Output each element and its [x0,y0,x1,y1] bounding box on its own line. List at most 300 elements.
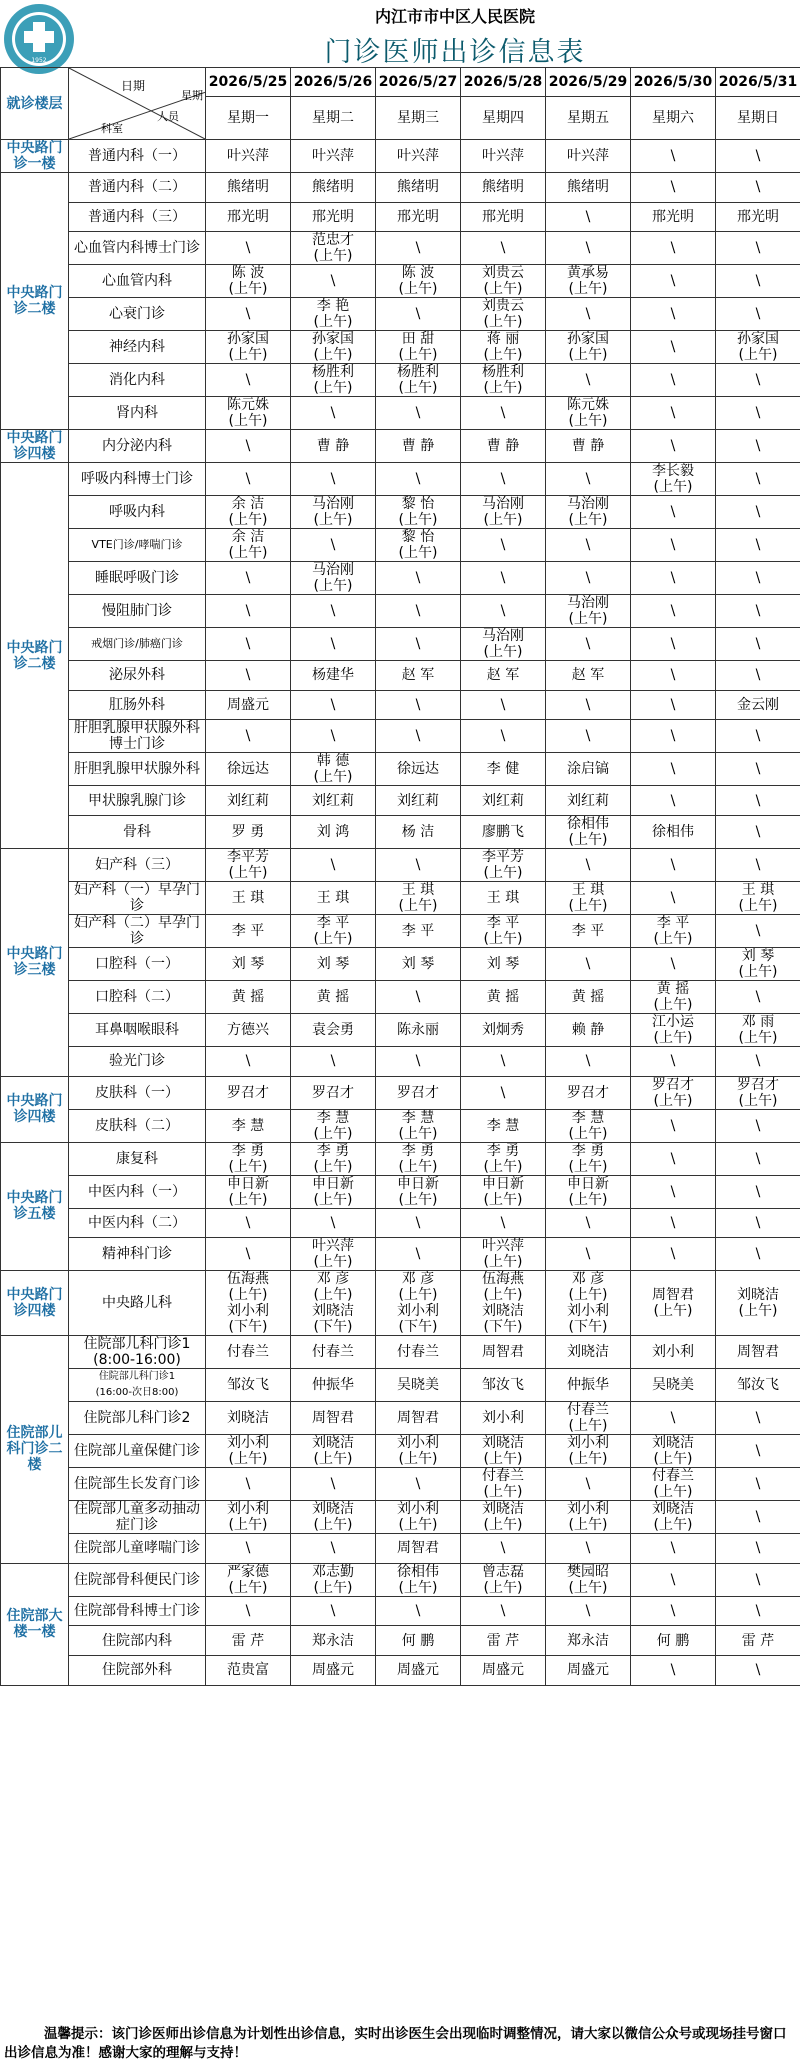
date-header: 2026/5/27 [376,68,461,97]
doctor-cell: 仲振华 [291,1369,376,1402]
doctor-cell: 黄 摇 [546,980,631,1013]
department-cell: 妇产科（三） [69,848,206,881]
doctor-cell: \ [716,786,800,816]
floor-cell: 住院部大楼一楼 [1,1563,69,1685]
doctor-cell: 申日新 (上午) [461,1175,546,1208]
doctor-cell: 申日新 (上午) [291,1175,376,1208]
floor-cell: 中央路门诊四楼 [1,1076,69,1142]
table-row [1,1402,800,1435]
doctor-cell: \ [631,848,716,881]
hospital-logo [2,2,76,76]
department-cell: 呼吸内科博士门诊 [69,463,206,496]
doctor-cell: \ [376,463,461,496]
department-cell: 甲状腺乳腺门诊 [69,786,206,816]
doctor-cell: 江小运 (上午) [631,1013,716,1046]
doctor-cell: 涂启镐 [546,753,631,786]
doctor-cell: \ [631,628,716,661]
date-header: 2026/5/28 [461,68,546,97]
doctor-cell: \ [546,1596,631,1626]
doctor-cell: 熊绪明 [546,173,631,203]
doctor-cell: 叶兴萍 [461,140,546,173]
doctor-cell: 邢光明 [291,202,376,232]
doctor-cell: 罗召才 [546,1076,631,1109]
doctor-cell: 李 平 [206,914,291,947]
doctor-cell: 刘 鸿 [291,815,376,848]
doctor-cell: 申日新 (上午) [546,1175,631,1208]
floor-cell: 中央路门诊三楼 [1,848,69,1076]
doctor-cell: \ [716,364,800,397]
doctor-cell: \ [716,1109,800,1142]
doctor-cell: 雷 芹 [461,1626,546,1656]
doctor-cell: 曹 静 [291,430,376,463]
doctor-cell: \ [631,1046,716,1076]
doctor-cell: \ [716,1046,800,1076]
doctor-cell: 罗召才 [291,1076,376,1109]
doctor-cell: 邓 彦 (上午) 刘小利 (下午) [546,1271,631,1336]
doctor-cell: 罗召才 [206,1076,291,1109]
doctor-cell: 李 勇 (上午) [291,1142,376,1175]
doctor-cell: \ [206,1596,291,1626]
doctor-cell: 杨胜利 (上午) [291,364,376,397]
doctor-cell: \ [291,720,376,753]
table-row [1,1109,800,1142]
doctor-cell: 刘晓洁 (上午) [291,1501,376,1534]
doctor-cell: \ [206,595,291,628]
table-row [1,914,800,947]
weekday-header: 星期四 [461,97,546,140]
table-row [1,397,800,430]
doctor-cell: \ [461,1208,546,1238]
doctor-cell: 王 琪 [291,881,376,914]
doctor-cell: 韩 德 (上午) [291,753,376,786]
doctor-cell: 陈元姝 (上午) [206,397,291,430]
table-row [1,496,800,529]
doctor-cell: 叶兴萍 [291,140,376,173]
department-cell: 普通内科（三） [69,202,206,232]
table-row [1,1468,800,1501]
doctor-cell: \ [716,1208,800,1238]
doctor-cell: 刘晓洁 [206,1402,291,1435]
doctor-cell: 王 琪 [461,881,546,914]
table-row [1,628,800,661]
doctor-cell: 刘 琴 [461,947,546,980]
doctor-cell: 叶兴萍 (上午) [461,1238,546,1271]
doctor-cell: \ [206,463,291,496]
doctor-cell: \ [631,364,716,397]
doctor-cell: 刘红莉 [206,786,291,816]
table-row [1,173,800,203]
doctor-cell: 周智君 [376,1534,461,1564]
doctor-cell: 刘晓洁 (上午) [716,1271,800,1336]
doctor-cell: \ [291,463,376,496]
doctor-cell: \ [716,173,800,203]
doctor-cell: 邓 彦 (上午) 刘晓洁 (下午) [291,1271,376,1336]
doctor-cell: 孙家国 (上午) [716,331,800,364]
doctor-cell: 马治刚 (上午) [546,496,631,529]
doctor-cell: 刘小利 (上午) [376,1435,461,1468]
date-header: 2026/5/31 [716,68,800,97]
doctor-cell: 邹汝飞 [206,1369,291,1402]
doctor-cell: 黄 摇 [291,980,376,1013]
doctor-cell: \ [461,1596,546,1626]
date-label: 日期 [121,78,145,94]
table-row [1,1046,800,1076]
doctor-cell: 余 洁 (上午) [206,496,291,529]
doctor-cell: 孙家国 (上午) [206,331,291,364]
doctor-cell: 曾志磊 (上午) [461,1563,546,1596]
department-cell: 消化内科 [69,364,206,397]
table-row [1,947,800,980]
doctor-cell: 余 洁 (上午) [206,529,291,562]
doctor-cell: \ [716,1655,800,1685]
table-row [1,463,800,496]
floor-cell: 中央路门诊四楼 [1,430,69,463]
table-row [1,265,800,298]
doctor-cell: \ [631,786,716,816]
department-cell: 住院部骨科便民门诊 [69,1563,206,1596]
doctor-cell: \ [631,1563,716,1596]
doctor-cell: 李 慧 (上午) [376,1109,461,1142]
doctor-cell: \ [716,1142,800,1175]
doctor-cell: 邹汝飞 [716,1369,800,1402]
doctor-cell: \ [376,1468,461,1501]
department-cell: 睡眠呼吸门诊 [69,562,206,595]
corner-header [69,68,206,140]
table-row [1,786,800,816]
table-row [1,1435,800,1468]
doctor-cell: 刘 琴 (上午) [716,947,800,980]
department-cell: 神经内科 [69,331,206,364]
table-row [1,1626,800,1656]
doctor-cell: 赵 军 [461,661,546,691]
doctor-cell: 邓 雨 (上午) [716,1013,800,1046]
doctor-cell: 付春兰 (上午) [461,1468,546,1501]
doctor-cell: \ [461,562,546,595]
doctor-cell: \ [461,1534,546,1564]
doctor-cell: \ [461,690,546,720]
doctor-cell: \ [546,628,631,661]
department-cell: 中医内科（二） [69,1208,206,1238]
doctor-cell: \ [716,628,800,661]
doctor-cell: \ [376,298,461,331]
department-cell: 口腔科（一） [69,947,206,980]
doctor-cell: \ [376,1208,461,1238]
department-cell: 皮肤科（二） [69,1109,206,1142]
doctor-cell: \ [546,1046,631,1076]
doctor-cell: \ [546,529,631,562]
doctor-cell: \ [461,720,546,753]
weekday-header: 星期三 [376,97,461,140]
doctor-cell: 陈 波 (上午) [206,265,291,298]
doctor-cell: \ [376,848,461,881]
doctor-cell: \ [206,1046,291,1076]
doctor-cell: 李 慧 (上午) [291,1109,376,1142]
doctor-cell: 方德兴 [206,1013,291,1046]
doctor-cell: 何 鹏 [376,1626,461,1656]
doctor-cell: 黄承易 (上午) [546,265,631,298]
doctor-cell: \ [716,1175,800,1208]
department-cell: 呼吸内科 [69,496,206,529]
doctor-cell: 郑永洁 [546,1626,631,1656]
doctor-cell: \ [631,232,716,265]
table-row [1,202,800,232]
doctor-cell: 周智君 [376,1402,461,1435]
doctor-cell: \ [546,202,631,232]
floor-cell: 中央路门诊四楼 [1,1271,69,1336]
doctor-cell: 赖 静 [546,1013,631,1046]
doctor-cell: 李平芳 (上午) [461,848,546,881]
doctor-cell: 杨 洁 [376,815,461,848]
doctor-cell: \ [716,1468,800,1501]
doctor-cell: \ [291,1046,376,1076]
table-row [1,140,800,173]
doctor-cell: \ [291,529,376,562]
table-row [1,1238,800,1271]
table-row [1,595,800,628]
table-row [1,1142,800,1175]
week-label: 星期 [181,88,203,104]
doctor-cell: \ [716,397,800,430]
doctor-cell: 严家德 (上午) [206,1563,291,1596]
table-row [1,298,800,331]
doctor-cell: 刘晓洁 (上午) [461,1435,546,1468]
doctor-cell: \ [291,1468,376,1501]
department-cell: 住院部内科 [69,1626,206,1656]
doctor-cell: \ [291,690,376,720]
doctor-cell: 叶兴萍 [546,140,631,173]
doctor-cell: 周智君 (上午) [631,1271,716,1336]
doctor-cell: 邹汝飞 [461,1369,546,1402]
department-cell: 戒烟门诊/肺癌门诊 [69,628,206,661]
doctor-cell: 刘小利 [461,1402,546,1435]
doctor-cell: \ [206,232,291,265]
table-row [1,1501,800,1534]
doctor-cell: 邢光明 [206,202,291,232]
doctor-cell: \ [716,529,800,562]
doctor-cell: 刘小利 (上午) [546,1435,631,1468]
doctor-cell: 金云刚 [716,690,800,720]
doctor-cell: \ [206,661,291,691]
department-cell: 住院部儿科门诊1 (16:00-次日8:00) [69,1369,206,1402]
weekday-header: 星期二 [291,97,376,140]
doctor-cell: 吴晓美 [376,1369,461,1402]
floor-header: 就诊楼层 [1,68,69,140]
department-cell: 心血管内科 [69,265,206,298]
doctor-cell: 杨建华 [291,661,376,691]
doctor-cell: \ [546,720,631,753]
doctor-cell: 周盛元 [376,1655,461,1685]
doctor-cell: \ [631,661,716,691]
doctor-cell: 刘小利 (上午) [546,1501,631,1534]
doctor-cell: 周智君 [291,1402,376,1435]
doctor-cell: 刘贵云 (上午) [461,298,546,331]
doctor-cell: \ [631,331,716,364]
doctor-cell: \ [546,1468,631,1501]
doctor-cell: \ [206,562,291,595]
doctor-cell: 李 勇 (上午) [206,1142,291,1175]
doctor-cell: 李 平 (上午) [631,914,716,947]
doctor-cell: 刘炯秀 [461,1013,546,1046]
doctor-cell: 廖鹏飞 [461,815,546,848]
doctor-cell: 周盛元 [291,1655,376,1685]
doctor-cell: 马治刚 (上午) [461,496,546,529]
doctor-cell: \ [291,848,376,881]
doctor-cell: \ [206,720,291,753]
doctor-cell: \ [716,980,800,1013]
doctor-cell: 李 平 (上午) [461,914,546,947]
notice-text: 温馨提示：该门诊医师出诊信息为计划性出诊信息，实时出诊医生会出现临时调整情况，请大家以微信公众号或现场挂号窗口出诊信息为准！感谢大家的理解与支持！ [0,2025,800,2063]
department-cell: 肛肠外科 [69,690,206,720]
doctor-cell: 熊绪明 [461,173,546,203]
table-row [1,1534,800,1564]
doctor-cell: 李 勇 (上午) [546,1142,631,1175]
doctor-cell: 刘小利 (上午) [376,1501,461,1534]
doctor-cell: \ [716,914,800,947]
floor-cell: 住院部儿科门诊二楼 [1,1336,69,1564]
doctor-cell: 李 平 [376,914,461,947]
doctor-cell: \ [631,1238,716,1271]
doctor-cell: \ [631,1109,716,1142]
doctor-cell: \ [716,753,800,786]
doctor-cell: \ [376,397,461,430]
doctor-cell: \ [631,1655,716,1685]
svg-text:1952: 1952 [31,57,46,64]
doctor-cell: \ [631,690,716,720]
doctor-cell: 蒋 丽 (上午) [461,331,546,364]
doctor-cell: 刘晓洁 (上午) [631,1435,716,1468]
doctor-cell: \ [376,628,461,661]
doctor-cell: 刘小利 [631,1336,716,1369]
doctor-cell: \ [376,232,461,265]
doctor-cell: \ [631,265,716,298]
doctor-cell: \ [631,562,716,595]
doctor-cell: 邢光明 [631,202,716,232]
department-cell: 住院部儿科门诊1 (8:00-16:00) [69,1336,206,1369]
doctor-cell: 黄 摇 (上午) [631,980,716,1013]
doctor-cell: 马治刚 (上午) [461,628,546,661]
doctor-cell: \ [631,1175,716,1208]
department-cell: 妇产科（一）早孕门诊 [69,881,206,914]
date-header: 2026/5/29 [546,68,631,97]
doctor-cell: 刘红莉 [546,786,631,816]
doctor-cell: 孙家国 (上午) [291,331,376,364]
doctor-cell: \ [546,298,631,331]
doctor-cell: \ [716,265,800,298]
table-row [1,1175,800,1208]
department-cell: 口腔科（二） [69,980,206,1013]
doctor-cell: \ [631,529,716,562]
doctor-cell: \ [546,232,631,265]
table-row [1,331,800,364]
department-cell: 住院部儿童保健门诊 [69,1435,206,1468]
doctor-cell: \ [716,1501,800,1534]
department-cell: 精神科门诊 [69,1238,206,1271]
doctor-cell: \ [716,562,800,595]
doctor-cell: 熊绪明 [376,173,461,203]
doctor-cell: 王 琪 (上午) [546,881,631,914]
doctor-cell: \ [461,1046,546,1076]
doctor-cell: 杨胜利 (上午) [376,364,461,397]
doctor-cell: \ [716,595,800,628]
doctor-cell: 范忠才 (上午) [291,232,376,265]
doctor-cell: \ [291,1208,376,1238]
person-label: 人员 [157,109,179,125]
doctor-cell: 李 平 (上午) [291,914,376,947]
table-row [1,232,800,265]
doctor-cell: 李平芳 (上午) [206,848,291,881]
doctor-cell: \ [206,1534,291,1564]
doctor-cell: \ [631,1596,716,1626]
doctor-cell: 刘贵云 (上午) [461,265,546,298]
weekday-header: 星期五 [546,97,631,140]
doctor-cell: 李 勇 (上午) [461,1142,546,1175]
doctor-cell: 刘红莉 [461,786,546,816]
doctor-cell: 吴晓美 [631,1369,716,1402]
doctor-cell: \ [631,753,716,786]
doctor-cell: 邢光明 [461,202,546,232]
doctor-cell: \ [631,140,716,173]
table-row [1,1655,800,1685]
doctor-cell: \ [716,1435,800,1468]
doctor-cell: 陈 波 (上午) [376,265,461,298]
department-cell: 普通内科（一） [69,140,206,173]
doctor-cell: \ [716,1596,800,1626]
department-cell: 肝胆乳腺甲状腺外科 [69,753,206,786]
doctor-cell: \ [206,628,291,661]
doctor-cell: \ [376,562,461,595]
doctor-cell: \ [461,1076,546,1109]
doctor-cell: 范贵富 [206,1655,291,1685]
doctor-cell: \ [376,720,461,753]
doctor-cell: \ [206,298,291,331]
doctor-cell: 赵 军 [546,661,631,691]
table-row [1,753,800,786]
department-cell: 心血管内科博士门诊 [69,232,206,265]
department-cell: 中医内科（一） [69,1175,206,1208]
department-cell: 肝胆乳腺甲状腺外科博士门诊 [69,720,206,753]
doctor-cell: 李 健 [461,753,546,786]
floor-cell: 中央路门诊二楼 [1,173,69,430]
doctor-cell: 叶兴萍 [206,140,291,173]
doctor-cell: 徐远达 [206,753,291,786]
doctor-cell: 刘晓洁 (上午) [291,1435,376,1468]
doctor-cell: \ [631,496,716,529]
date-header: 2026/5/30 [631,68,716,97]
doctor-cell: \ [631,1208,716,1238]
table-row [1,661,800,691]
department-cell: 内分泌内科 [69,430,206,463]
department-cell: 皮肤科（一） [69,1076,206,1109]
doctor-cell: 周智君 [716,1336,800,1369]
floor-cell: 中央路门诊二楼 [1,463,69,849]
doctor-cell: \ [631,1534,716,1564]
doctor-cell: \ [631,1402,716,1435]
doctor-cell: 熊绪明 [206,173,291,203]
doctor-cell: \ [631,881,716,914]
doctor-cell: \ [291,628,376,661]
doctor-cell: 陈永丽 [376,1013,461,1046]
department-cell: 住院部儿童哮喘门诊 [69,1534,206,1564]
doctor-cell: 仲振华 [546,1369,631,1402]
doctor-cell: \ [206,1238,291,1271]
doctor-cell: \ [716,430,800,463]
table-row [1,1013,800,1046]
table-row [1,1369,800,1402]
doctor-cell: \ [716,140,800,173]
doctor-cell: 徐远达 [376,753,461,786]
table-row [1,881,800,914]
doctor-cell: \ [546,463,631,496]
